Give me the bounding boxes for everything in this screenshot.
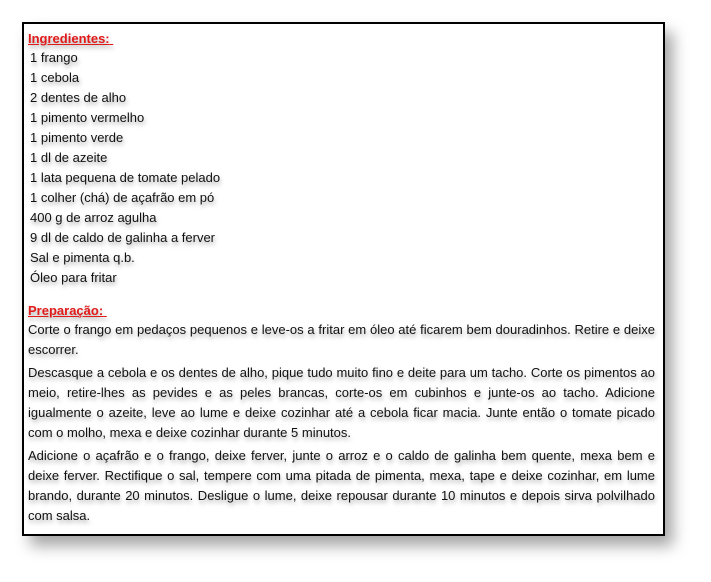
ingredient-item: Óleo para fritar xyxy=(30,270,117,285)
ingredient-item: 1 lata pequena de tomate pelado xyxy=(30,170,221,185)
recipe-box xyxy=(22,22,665,536)
ingredient-item: 1 colher (chá) de açafrão em pó xyxy=(30,190,215,205)
ingredient-item: 1 pimento vermelho xyxy=(30,110,145,125)
ingredient-item: 1 frango xyxy=(30,50,78,65)
preparation-paragraph: Corte o frango em pedaços pequenos e leve-os a fritar em óleo até ficarem bem douradinhos. Retire e deixe escorrer. xyxy=(28,322,655,357)
ingredient-item: 1 cebola xyxy=(30,70,80,85)
preparation-heading: Preparação: xyxy=(28,303,104,318)
ingredient-item: 9 dl de caldo de galinha a ferver xyxy=(30,230,216,245)
ingredient-item: 2 dentes de alho xyxy=(30,90,127,105)
ingredients-list xyxy=(28,48,659,288)
ingredient-item: Sal e pimenta q.b. xyxy=(30,250,135,265)
section-spacer xyxy=(28,288,659,302)
preparation-paragraph: Descasque a cebola e os dentes de alho, pique tudo muito fino e deite para um tacho. Corte os pimentos ao meio, retire-lhes as pevides e as peles brancas, corte-os em cubinhos e junte-os ao tacho. Adicione igualmente o azeite, leve ao lume e deixe cozinhar até a cebola ficar macia. Junte então o tomate picado com o molho, mexa e deixe cozinhar durante 5 minutos. xyxy=(28,365,655,440)
ingredients-heading: Ingredientes: xyxy=(28,31,110,46)
ingredient-item: 1 pimento verde xyxy=(30,130,124,145)
preparation-paragraph: Adicione o açafrão e o frango, deixe ferver, junte o arroz e o caldo de galinha bem quente, mexa bem e deixe ferver. Rectifique o sal, tempere com uma pitada de pimenta, mexa, tape e deixe cozinhar, em lume brando, durante 20 minutos. Desligue o lume, deixe repousar durante 10 minutos e depois sirva polvilhado com salsa. xyxy=(28,448,655,523)
ingredient-item: 400 g de arroz agulha xyxy=(30,210,157,225)
ingredient-item: 1 dl de azeite xyxy=(30,150,108,165)
